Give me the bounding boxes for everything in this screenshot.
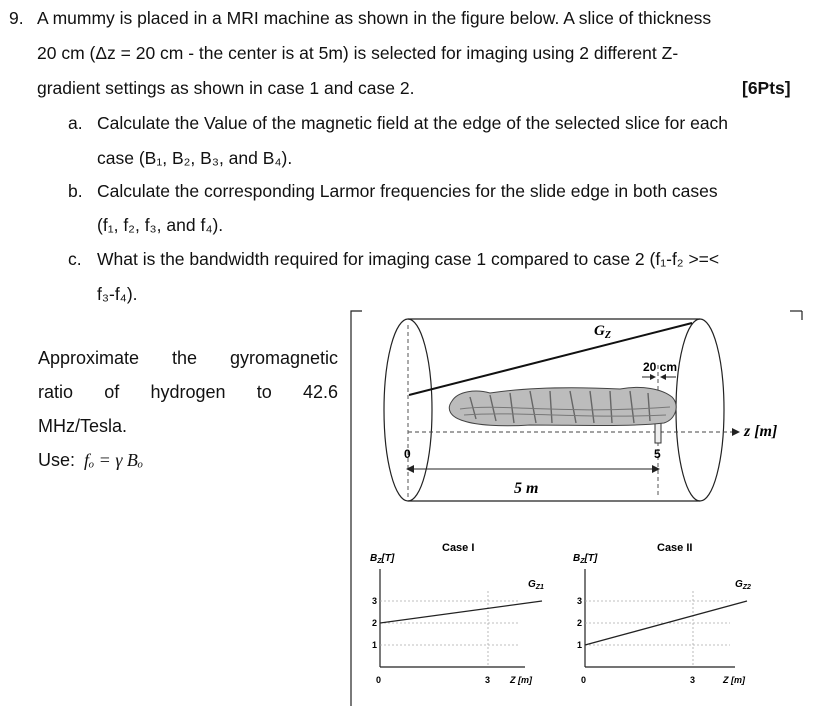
case-2-xtick-0: 0 [581, 675, 587, 685]
gradient-label: $G_Z$ [594, 323, 611, 341]
part-b-line-1: Calculate the corresponding Larmor frequencies for the slide edge in both cases [97, 181, 718, 201]
z-axis-label: z [m] [744, 423, 778, 440]
larmor-formula: fₒ = γ Bₒ [84, 450, 144, 470]
case-2-ytick-2: 2 [577, 618, 583, 628]
case-1-gradient-label: $G_{Z1}$ [528, 579, 544, 591]
question-number: 9. [9, 8, 24, 28]
case-2-title: Case II [657, 542, 693, 554]
case-2-x-axis-label: Z [m] [723, 675, 745, 685]
part-b-line-2: (f₁, f₂, f₃, and f₄). [97, 215, 224, 235]
part-a-line-2: case (B₁, B₂, B₃, and B₄). [97, 148, 293, 168]
z-axis-arrow [732, 428, 740, 436]
formula-row [38, 449, 338, 483]
case-1-x-axis-label: Z [m] [510, 675, 532, 685]
center-position-label: 5 [654, 447, 661, 461]
points-label: [6Pts] [742, 78, 791, 98]
question-line-2: 20 cm (Δz = 20 cm - the center is at 5m) is selected for imaging using 2 different Z- [37, 43, 679, 63]
case-2-gradient-label: $G_{Z2}$ [735, 579, 751, 591]
part-c-letter: c. [68, 249, 82, 269]
distance-label: 5 m [514, 480, 539, 497]
case-1-title: Case I [442, 542, 475, 554]
part-c-line-1: What is the bandwidth required for imaging case 1 compared to case 2 (f₁-f₂ >=< [97, 249, 720, 269]
mummy-figure [449, 387, 676, 425]
case-1-ytick-3: 3 [372, 596, 378, 606]
case-2-ytick-3: 3 [577, 596, 583, 606]
case-1-ytick-2: 2 [372, 618, 378, 628]
case-1-xtick-0: 0 [376, 675, 382, 685]
part-b-letter: b. [68, 181, 83, 201]
case-1-xtick-3: 3 [485, 675, 491, 685]
origin-label: 0 [404, 447, 411, 461]
side-note-line-1: Approximate the gyromagnetic [38, 348, 338, 368]
case-1-y-axis-label: $B_Z[T]$ [370, 553, 395, 565]
case-1-gradient-line [380, 601, 542, 623]
slice-thickness-label: 20 cm [643, 360, 678, 374]
cylinder-right-end [676, 319, 724, 501]
side-note-line-3: MHz/Tesla. [38, 416, 128, 436]
side-note [38, 347, 338, 483]
case-2-ytick-1: 1 [577, 640, 583, 650]
part-a-line-1: Calculate the Value of the magnetic field at the edge of the selected slice for each [97, 113, 729, 133]
mri-figure [380, 315, 810, 510]
part-c-line-2: f₃-f₄). [97, 284, 138, 304]
part-a-letter: a. [68, 113, 83, 133]
question-line-1: A mummy is placed in a MRI machine as shown in the figure below. A slice of thickness [37, 8, 712, 28]
gradient-line [409, 323, 692, 395]
case-2-xtick-3: 3 [690, 675, 696, 685]
question-line-3: gradient settings as shown in case 1 and case 2. [37, 78, 415, 98]
case-1-ytick-1: 1 [372, 640, 378, 650]
case-2-chart [565, 535, 775, 695]
case-1-chart [360, 535, 560, 695]
side-note-line-2: ratio of hydrogen to 42.6 [38, 382, 338, 402]
case-2-y-axis-label: $B_Z[T]$ [573, 553, 598, 565]
use-label: Use: [38, 450, 76, 470]
